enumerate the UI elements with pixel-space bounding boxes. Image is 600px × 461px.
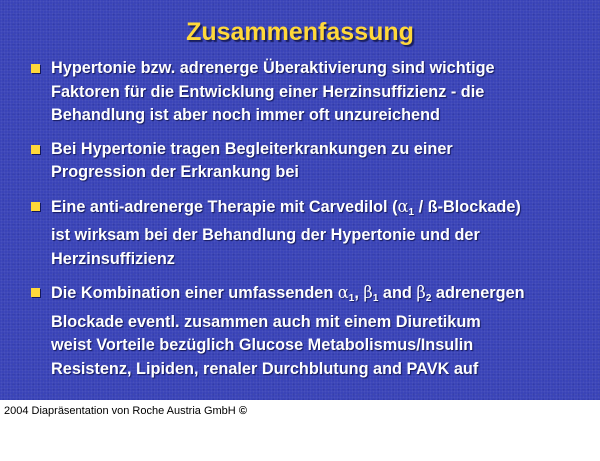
bullet-item-2 [0,138,600,185]
alpha-symbol: α [397,196,409,216]
bullet-line [51,195,586,225]
bullet-line: weist Vorteile bezüglich Glucose Metabolismus/Insulin [51,336,474,354]
beta-subscript: 1 [372,293,379,304]
bullet-line: Blockade eventl. zusammen auch mit einem Diuretikum [51,312,481,331]
bullet-line: Resistenz, Lipiden, renaler Durchblutung and PAVK auf [51,359,479,378]
slide-title: Zusammenfassung [186,18,414,46]
bullet-square-icon [31,202,40,211]
bullet-text: Eine anti-adrenerge Therapie mit Carvedilol ( [51,197,398,216]
bullet-square-icon [31,64,40,73]
bullet-line: Hypertonie bzw. adrenerge Überaktivierung sind wichtige [51,59,495,77]
beta-symbol: β [363,283,373,302]
copyright-symbol: © [238,405,247,417]
bullet-square-icon [31,288,40,297]
bullet-item-4 [0,281,600,381]
beta-symbol: β [416,283,426,302]
bullet-list [0,57,600,391]
bullet-text: adrenergen [431,284,525,302]
bullet-item-1 [0,57,600,128]
bullet-text: , [354,284,364,302]
bullet-line: Faktoren für die Entwicklung einer Herzinsuffizienz - die [51,82,485,101]
footer-text: 2004 Diapräsentation von Roche Austria GmbH [4,405,239,417]
bullet-text: / ß-Blockade) [414,197,521,216]
bullet-line: Bei Hypertonie tragen Begleiterkrankungen zu einer [51,139,453,158]
bullet-line [51,281,586,311]
footer-credit [4,405,247,417]
bullet-line: Behandlung ist aber noch immer oft unzureichend [51,106,440,124]
bullet-item-3 [0,195,600,272]
bullet-text: Die Kombination einer umfassenden [51,284,338,302]
bullet-square-icon [31,145,40,154]
bullet-line: Progression der Erkrankung bei [51,163,299,181]
alpha-subscript: 1 [348,293,355,304]
beta-subscript: 2 [425,293,432,304]
bullet-text: and [378,284,417,302]
bullet-line: Herzinsuffizienz [51,249,175,268]
alpha-symbol: α [337,283,349,302]
alpha-subscript: 1 [408,206,415,218]
bullet-line: ist wirksam bei der Behandlung der Hypertonie und der [51,226,480,244]
